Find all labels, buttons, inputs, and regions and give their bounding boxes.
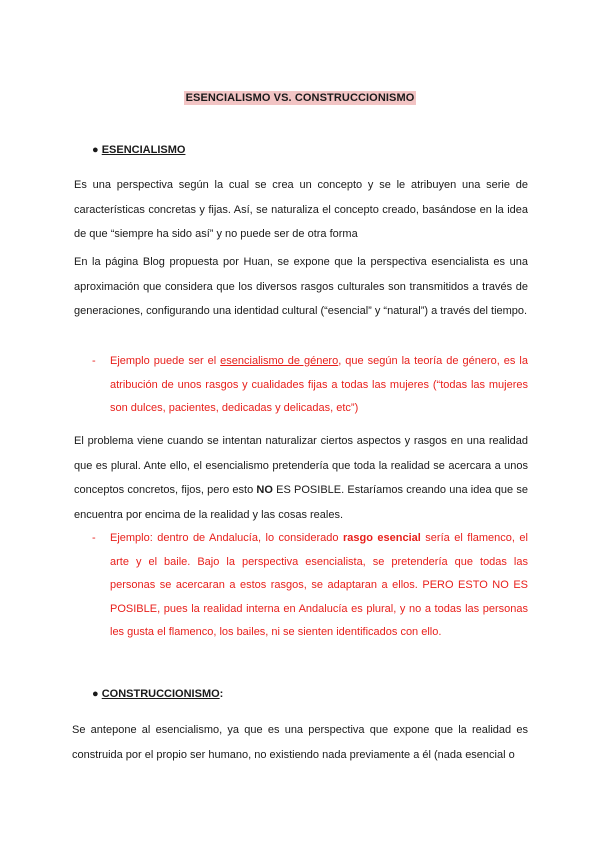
dash-bullet: - (92, 355, 96, 367)
paragraph-esencialismo-blog: En la página Blog propuesta por Huan, se expone que la perspectiva esencialista es una aproximación que considera que los diversos rasgos culturales son transmitidos a través de generaciones, configurando una identidad cultural (“esencial” y “natural”) a través del tiempo. (74, 256, 528, 317)
example-genero (92, 350, 528, 421)
example-genero-text (92, 350, 528, 421)
dash-bullet: - (92, 532, 96, 544)
example-andalucia-pre: Ejemplo: dentro de Andalucía, lo considerado (110, 532, 343, 544)
example-andalucia (92, 527, 528, 645)
example-genero-pre: Ejemplo puede ser el (110, 355, 221, 367)
paragraph-construccionismo-definition: Se antepone al esencialismo, ya que es una perspectiva que expone que la realidad es construida por el propio ser humano, no existiendo nada previamente a él (nada esencial o (72, 724, 528, 761)
example-genero-link: esencialismo de género (220, 355, 339, 367)
example-andalucia-bold: rasgo esencial (342, 532, 421, 544)
section-heading-construccionismo (92, 688, 223, 700)
paragraph-esencialismo-definition: Es una perspectiva según la cual se crea un concepto y se le atribuyen una serie de características concretas y fijas. Así, se naturaliza el concepto creado, basándose en la idea de que “siempre ha sido así” y no puede ser de otra forma (74, 179, 528, 240)
paragraph-esencialismo-problema (74, 429, 528, 527)
bullet-icon: ● (92, 144, 99, 156)
document-title-text: ESENCIALISMO VS. CONSTRUCCIONISMO (185, 92, 415, 104)
problema-post: ES POSIBLE. Estaríamos creando una idea que se encuentra por encima de la realidad y las cosas reales. (74, 484, 528, 521)
problema-bold: NO (256, 484, 273, 496)
section-heading-text: CONSTRUCCIONISMO (101, 688, 220, 700)
example-genero-post: , que según la teoría de género, es la atribución de unos rasgos y cualidades fijas a todas las mujeres (“todas las mujeres son dulces, pacientes, dedicadas y delicadas, etc”) (110, 355, 528, 414)
example-andalucia-post: sería el flamenco, el arte y el baile. Bajo la perspectiva esencialista, se pretendería que todas las personas se acercaran a estos rasgos, se adaptaran a ellos. PERO ESTO NO ES POSIBLE, pues la realidad interna en Andalucía es plural, y no a todas las personas les gusta el flamenco, los bailes, ni se sienten identificados con ello. (110, 532, 528, 638)
section-heading-esencialismo (92, 144, 185, 156)
section-heading-text: ESENCIALISMO (101, 144, 186, 156)
document-title (0, 92, 600, 104)
example-andalucia-text (92, 527, 528, 645)
section-heading-colon: : (219, 688, 224, 700)
bullet-icon: ● (92, 688, 99, 700)
problema-pre: El problema viene cuando se intentan naturalizar ciertos aspectos y rasgos en una realidad que es plural. Ante ello, el esencialismo pretendería que toda la realidad se acercara a unos conceptos concretos, fijos, pero esto (74, 435, 528, 496)
